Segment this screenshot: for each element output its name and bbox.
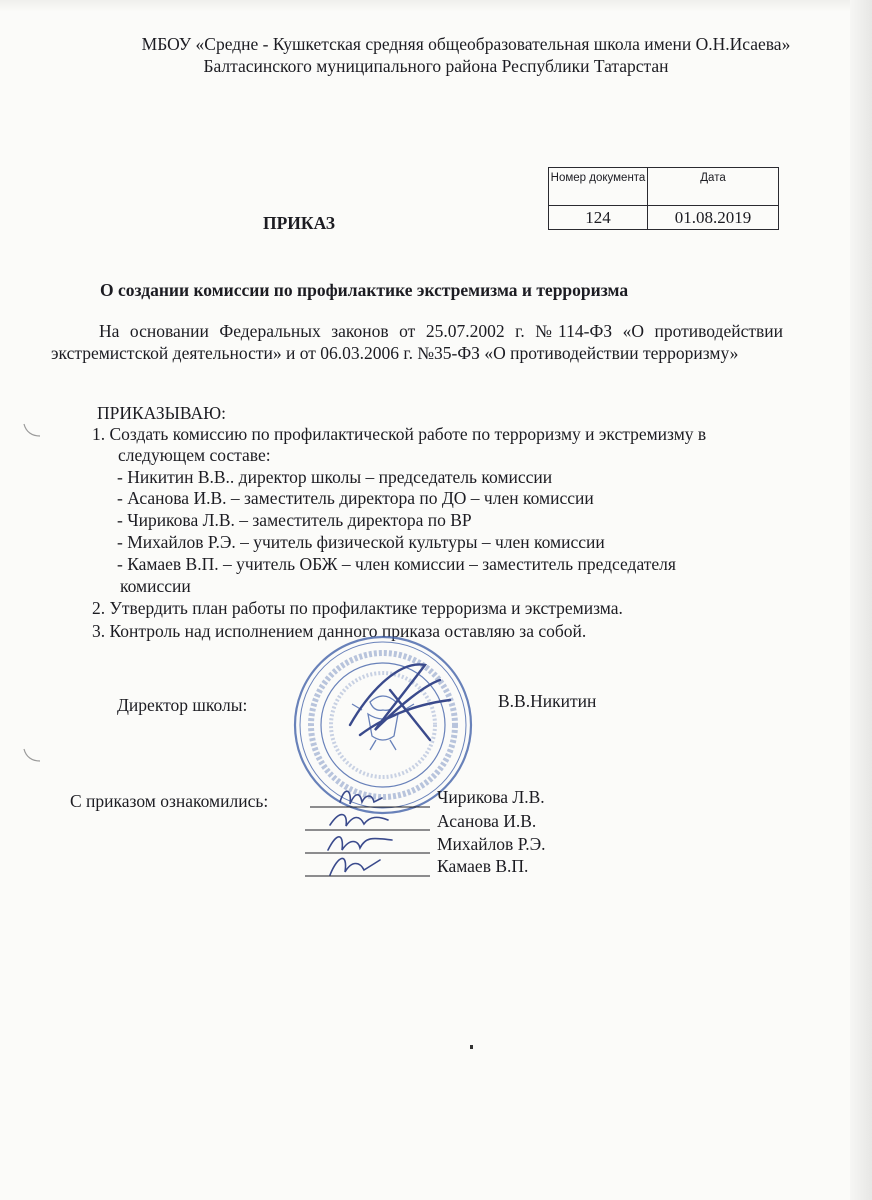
director-position: Директор школы: (117, 695, 248, 715)
document-number: 124 (549, 206, 648, 230)
margin-mark-2 (20, 745, 44, 765)
margin-mark-1 (20, 420, 44, 440)
header-line-1: МБОУ «Средне - Кушкетская средняя общеобразовательная школа имени О.Н.Исаева» (141, 34, 791, 54)
acquainted-name-1: Чирикова Л.В. (437, 787, 545, 807)
member-5-line-2: комиссии (120, 576, 191, 596)
document-date: 01.08.2019 (648, 206, 779, 230)
document-title: ПРИКАЗ (263, 213, 336, 233)
acquainted-signatures (300, 780, 440, 880)
acquainted-name-4: Камаев В.П. (437, 856, 529, 876)
member-3: - Чирикова Л.В. – заместитель директора по ВР (117, 510, 472, 530)
scan-right-edge (850, 0, 872, 1200)
acquainted-label: С приказом ознакомились: (70, 791, 269, 811)
scan-top-edge (0, 0, 872, 12)
header-line-2: Балтасинского муниципального района Республики Татарстан (203, 56, 669, 76)
number-header: Номер документа (549, 168, 648, 206)
item-2: 2. Утвердить план работы по профилактике терроризма и экстремизма. (92, 598, 623, 618)
item-1-line-2: следующем составе: (118, 445, 271, 465)
acquainted-name-2: Асанова И.В. (437, 811, 537, 831)
member-4: - Михайлов Р.Э. – учитель физической культуры – член комиссии (117, 532, 605, 552)
date-header: Дата (648, 168, 779, 206)
member-5-line-1: - Камаев В.П. – учитель ОБЖ – член комиссии – заместитель председателя (117, 554, 676, 574)
document-subject: О создании комиссии по профилактике экстремизма и терроризма (100, 280, 629, 300)
acquainted-name-3: Михайлов Р.Э. (437, 834, 546, 854)
order-word: ПРИКАЗЫВАЮ: (97, 403, 226, 423)
item-1-line-1: 1. Создать комиссию по профилактической работе по терроризму и экстремизму в (92, 424, 707, 444)
item-3: 3. Контроль над исполнением данного приказа оставляю за собой. (92, 621, 587, 641)
member-2: - Асанова И.В. – заместитель директора по ДО – член комиссии (117, 488, 594, 508)
member-1: - Никитин В.В.. директор школы – председатель комиссии (117, 467, 553, 487)
basis-paragraph: На основании Федеральных законов от 25.07.2002 г. №114-ФЗ «О противодействии экстремистской деятельности» и от 06.03.2006 г. №35-ФЗ «О противодействии терроризму» (51, 321, 783, 363)
scan-dot (470, 1045, 473, 1049)
document-info-table (548, 167, 779, 230)
director-signature (330, 650, 470, 750)
director-name: В.В.Никитин (498, 691, 597, 711)
